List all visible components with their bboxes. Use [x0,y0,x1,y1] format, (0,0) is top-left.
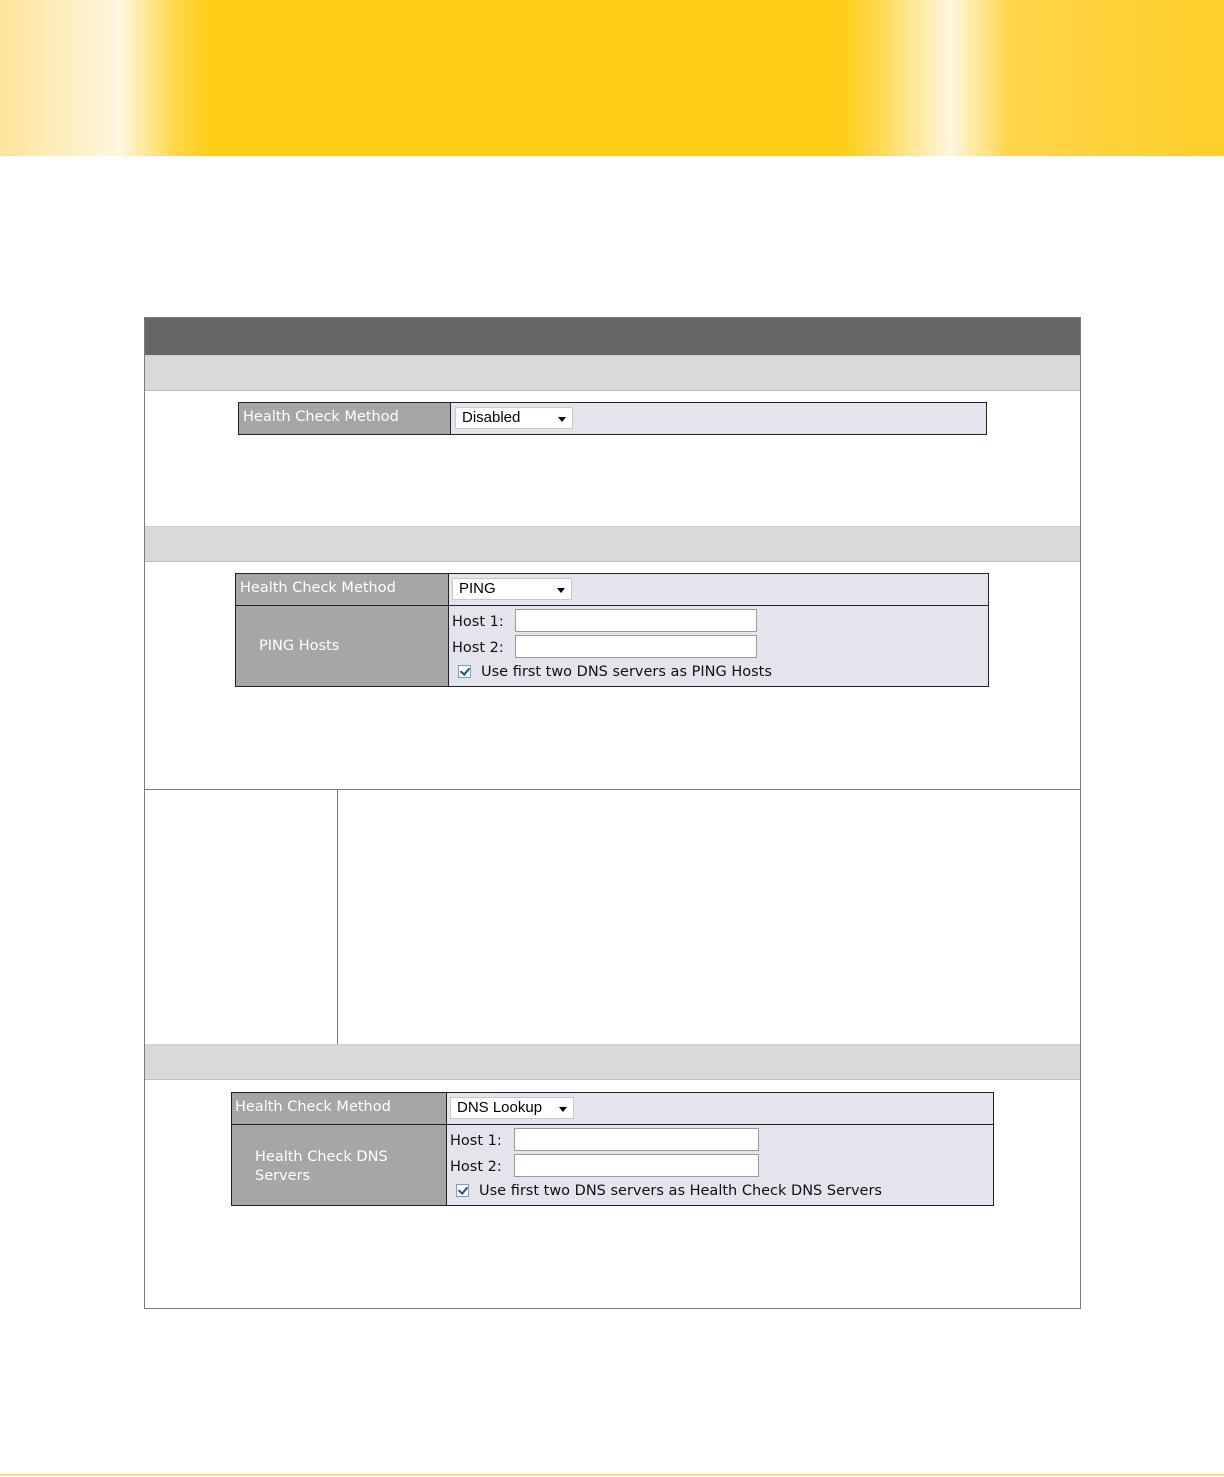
use-dns-as-health-check-servers-checkbox[interactable] [456,1184,469,1197]
health-check-document-table [144,317,1081,1309]
host2-input[interactable] [514,1154,759,1177]
host2-input[interactable] [515,635,757,658]
ping-hosts-row [236,606,988,686]
health-check-method-select[interactable] [455,407,573,429]
health-check-method-value [449,574,988,605]
use-dns-as-ping-hosts-label: Use first two DNS servers as PING Hosts [481,664,772,680]
health-check-method-row [232,1093,993,1124]
disabled-settings-panel [238,402,987,435]
footer-rule [0,1474,1224,1475]
health-check-method-select[interactable] [450,1097,574,1119]
chevron-down-icon [558,417,566,422]
use-dns-as-ping-hosts-checkbox[interactable] [458,665,471,678]
health-check-method-selected: PING [459,580,496,597]
header-banner [0,0,1224,156]
table-title-bar [145,318,1080,355]
use-dns-as-health-check-servers-label: Use first two DNS servers as Health Check DNS Servers [479,1183,882,1199]
host1-input[interactable] [515,609,757,632]
chevron-down-icon [557,588,565,593]
host1-label: Host 1: [450,1133,502,1149]
health-check-dns-servers-row [232,1125,993,1205]
health-check-method-value [447,1093,993,1124]
health-check-method-select[interactable] [452,578,572,600]
section-header-dns-lookup [145,1044,1080,1080]
health-check-method-label: Health Check Method [232,1093,447,1124]
health-check-dns-servers-label [232,1125,447,1205]
section-header-disabled [145,355,1080,391]
description-block [145,789,1080,1044]
health-check-method-value [451,403,986,434]
host1-input[interactable] [514,1128,759,1151]
ping-hosts-value [449,606,988,686]
health-check-method-selected: DNS Lookup [457,1099,543,1116]
column-divider [337,790,338,1044]
ping-settings-panel [235,573,989,687]
health-check-method-label: Health Check Method [239,403,451,434]
health-check-method-row [236,574,988,605]
health-check-method-label: Health Check Method [236,574,449,605]
ping-hosts-label: PING Hosts [236,606,449,686]
chevron-down-icon [559,1107,567,1112]
host2-label: Host 2: [450,1159,502,1175]
host2-label: Host 2: [452,640,504,656]
section-header-ping [145,526,1080,562]
host1-label: Host 1: [452,614,504,630]
health-check-method-selected: Disabled [462,409,521,426]
dns-servers-label-line1: Health Check DNS [255,1149,388,1165]
dns-servers-label-line2: Servers [255,1168,311,1184]
health-check-dns-servers-value [447,1125,993,1205]
dns-lookup-settings-panel [231,1092,994,1206]
health-check-method-row [239,403,986,434]
